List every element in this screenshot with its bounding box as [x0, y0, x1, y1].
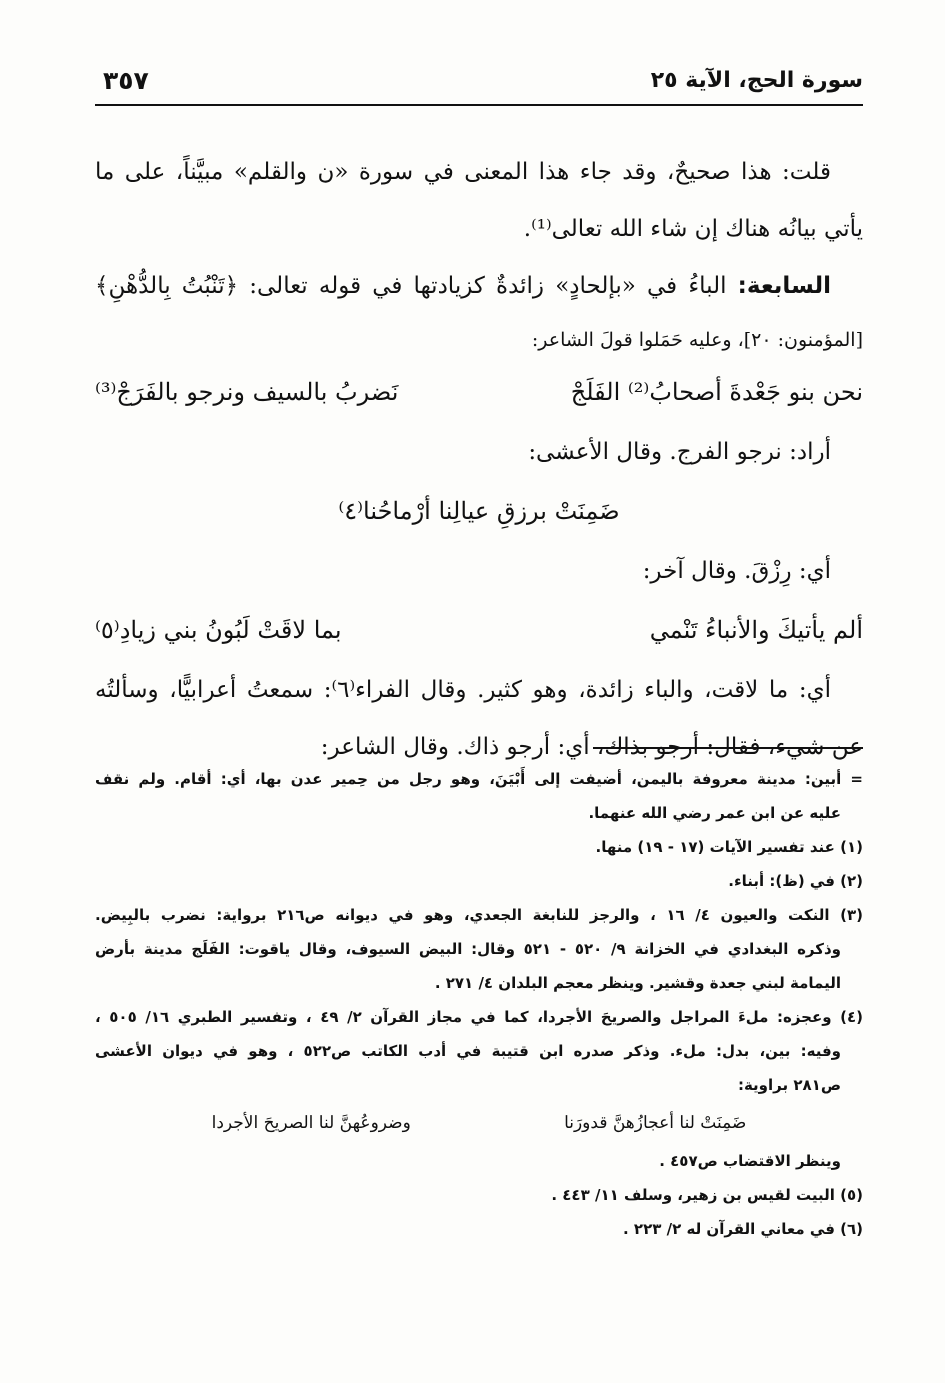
page-header: [95, 64, 863, 106]
page-number: ٣٥٧: [103, 66, 149, 95]
poem-verse: [95, 487, 863, 549]
text-line: [95, 264, 863, 321]
footnote-4: [95, 1000, 863, 1178]
verse-hemistich-second: بما لاقَتْ لَبُونُ بني زيادِ⁽٥⁾: [95, 616, 342, 644]
text-line: أي: ما لاقت، والباء زائدة، وهو كثير. وقال الفراء⁽٦⁾: سمعتُ أعرابيًّا، وسألتُه: [95, 677, 831, 703]
footnote-line: (٢) في (ظ): أبناء.: [728, 872, 863, 890]
poem-verse: [95, 368, 863, 430]
footnote-line: عليه عن ابن عمر رضي الله عنهما.: [588, 804, 841, 822]
main-text: [95, 150, 863, 782]
footnote-line: (٥) البيت لقيس بن زهير، وسلف ١١/ ٤٤٣ .: [551, 1186, 863, 1204]
running-title: سورة الحج، الآية ٢٥: [650, 68, 863, 93]
verse-hemistich-first: ضَمِنَتْ لنا أعجازُهنَّ قدورَنا: [564, 1113, 747, 1133]
footnote-continued: [95, 762, 863, 830]
footnote-line: (٤) وعجزه: ملءَ المراجل والصريحَ الأجردا، كما في مجاز القرآن ٢/ ٤٩ ، وتفسير الطبري ١٦/ ٥٠٥ ،: [95, 1008, 864, 1026]
footnote-line: = أبين: مدينة معروفة باليمن، أضيفت إلى أَبْيَنَ، وهو رجل من حِمير عدن بها، أي: أقام. ولم نقف: [95, 770, 863, 788]
poem-verse: [95, 606, 863, 668]
verse-hemistich-second: وضروعُهنَّ لنا الصريحَ الأجردا: [211, 1113, 411, 1133]
footnote-line: وذكره البغدادي في الخزانة ٩/ ٥٢٠ - ٥٢١ وقال: البيض السيوف، وقال ياقوت: الفَلَج مدينة بأرض: [95, 940, 842, 958]
footnote-line: ص٢٨١ براوية:: [737, 1076, 841, 1094]
footnote-1: [95, 830, 863, 864]
verse-hemistich: ضَمِنَتْ برزقِ عيالِنا أرْماحُنا⁽٤⁾: [338, 497, 620, 525]
footnote-2: [95, 864, 863, 898]
footnotes: [95, 762, 863, 1246]
verse-hemistich-first: ألم يأتيكَ والأنباءُ تَنْمي: [649, 616, 863, 644]
text-line: أراد: نرجو الفرج. وقال الأعشى:: [528, 439, 831, 465]
text-line: أي: رِزْقَ. وقال آخر:: [642, 558, 831, 584]
text-line: يأتي بيانُه هناك إن شاء الله تعالى⁽¹⁾.: [523, 216, 863, 242]
footnote-line: اليمامة لبني جعدة وقشير. وينظر معجم البلدان ٤/ ٢٧١ .: [434, 974, 841, 992]
footnote-separator: [593, 747, 863, 749]
footnote-line: (٦) في معاني القرآن له ٢/ ٢٢٣ .: [623, 1220, 863, 1238]
footnote-3: [95, 898, 863, 1000]
footnote-line: (١) عند تفسير الآيات (١٧ - ١٩) منها.: [595, 838, 863, 856]
text-span: الباءُ في «بإلحادٍ» زائدةٌ كزيادتها في قوله تعالى: ﴿تَنْبُتُ بِالدُّهْنِ﴾: [95, 273, 738, 299]
text-line: قلت: هذا صحيحٌ، وقد جاء هذا المعنى في سورة «ن والقلم» مبيَّناً، على ما: [95, 159, 831, 185]
verse-hemistich-second: نَضربُ بالسيف ونرجو بالفَرَجْ⁽³⁾: [95, 378, 399, 406]
footnote-5: [95, 1178, 863, 1212]
footnote-line: (٣) النكت والعيون ٤/ ١٦ ، والرجز للنابغة الجعدي، وهو في ديوانه ص٢١٦ برواية: نضرب بالبِيض.: [95, 906, 863, 924]
footnote-line: وفيه: بين، بدل: ملء. وذكر صدره ابن قتيبة في أدب الكاتب ص٥٢٢ ، وهو في ديوان الأعشى: [95, 1042, 841, 1060]
footnote-6: [95, 1212, 863, 1246]
text-line: [المؤمنون: ٢٠]، وعليه حَمَلوا قولَ الشاعر:: [531, 329, 863, 351]
footnote-verse: [95, 1102, 863, 1144]
text-line: عن شيء، فقال: أرجو بذاك، أي: أرجو ذاك. وقال الشاعر:: [320, 734, 863, 760]
section-heading: السابعة:: [737, 273, 831, 299]
verse-hemistich-first: نحن بنو جَعْدةَ أصحابُ⁽²⁾ الفَلَجْ: [570, 378, 863, 406]
footnote-line: وينظر الاقتضاب ص٤٥٧ .: [659, 1152, 841, 1170]
